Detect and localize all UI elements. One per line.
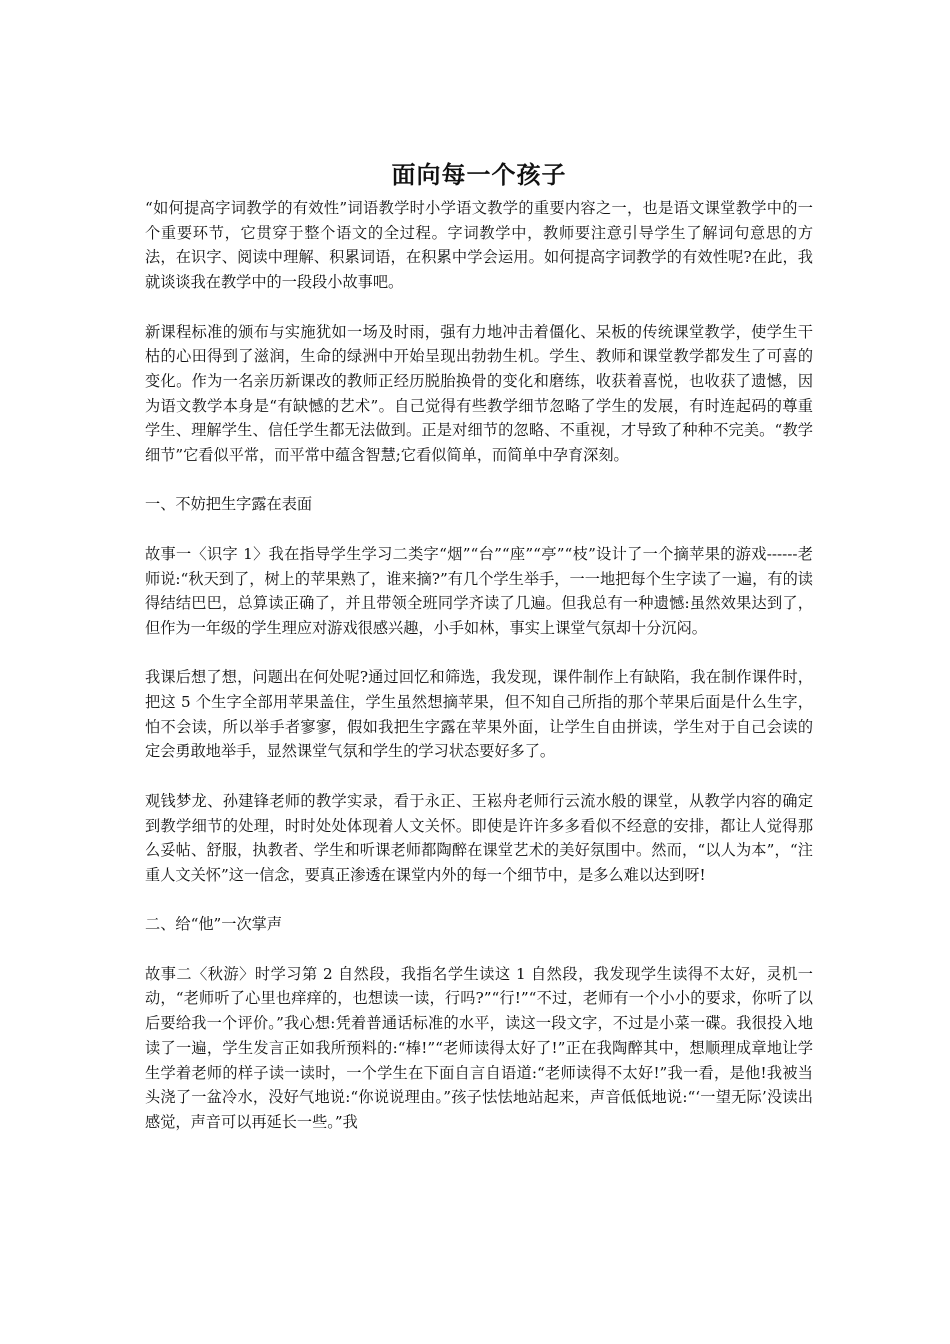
section-heading-2: 二、给“他”一次掌声	[145, 915, 283, 934]
document-page	[145, 156, 813, 1159]
section-heading-1: 一、不妨把生字露在表面	[145, 495, 313, 514]
paragraph-story-1: 故事一〈识字 1〉我在指导学生学习二类字“烟”“台”“座”“亭”“枝”设计了一个摘苹果的游戏------老师说:“秋天到了，树上的苹果熟了，谁来摘?”有几个学生举手，一一地把每个生字读了一遍，有的读得结结巴巴，总算读正确了，并且带领全班同学齐读了几遍。但我总有一种遗憾:虽然效果达到了，但作为一年级的学生理应对游戏很感兴趣，小手如林，事实上课堂气氛却十分沉闷。	[145, 544, 813, 637]
paragraph-intro: “如何提高字词教学的有效性”词语教学时小学语文教学的重要内容之一，也是语文课堂教学中的一个重要环节，它贯穿于整个语文的全过程。字词教学中，教师要注意引导学生了解词句意思的方法，在识字、阅读中理解、积累词语，在积累中学会运用。如何提高字词教学的有效性呢?在此，我就谈谈我在教学中的一段段小故事吧。	[145, 199, 813, 292]
document-title: 面向每一个孩子	[391, 160, 567, 189]
paragraph-curriculum: 新课程标准的颁布与实施犹如一场及时雨，强有力地冲击着僵化、呆板的传统课堂教学，使学生干枯的心田得到了滋润，生命的绿洲中开始呈现出勃勃生机。学生、教师和课堂教学都发生了可喜的变化。作为一名亲历新课改的教师正经历脱胎换骨的变化和磨练，收获着喜悦，也收获了遗憾，因为语文教学本身是“有缺憾的艺术”。自己觉得有些教学细节忽略了学生的发展，有时连起码的尊重学生、理解学生、信任学生都无法做到。正是对细节的忽略、不重视，才导致了种种不完美。“教学细节”它看似平常，而平常中蕴含智慧;它看似简单，而简单中孕育深刻。	[145, 322, 813, 465]
paragraph-reflection-1: 我课后想了想，问题出在何处呢?通过回忆和筛选，我发现，课件制作上有缺陷，我在制作课件时，把这 5 个生字全部用苹果盖住，学生虽然想摘苹果，但不知自己所指的那个苹果后面是什么生字，怕不会读，所以举手者寥寥，假如我把生字露在苹果外面，让学生自由拼读，学生对于自己会读的定会勇敢地举手，显然课堂气氛和学生的学习状态要好多了。	[145, 668, 813, 761]
paragraph-story-2: 故事二〈秋游〉时学习第 2 自然段，我指名学生读这 1 自然段，我发现学生读得不太好，灵机一动，“老师听了心里也痒痒的，也想读一读，行吗?”“行!”“不过，老师有一个小小的要求，你听了以后要给我一个评价。”我心想:凭着普通话标准的水平，读这一段文字，不过是小菜一碟。我很投入地读了一遍，学生发言正如我所预料的:“棒!”“老师读得太好了!”正在我陶醉其中，想顺理成章地让学生学着老师的样子读一读时，一个学生在下面自言自语道:“老师读得不太好!”我一看，是他!我被当头浇了一盆冷水，没好气地说:“你说说理由。”孩子怯怯地站起来，声音低低地说:“‘一望无际’没读出感觉，声音可以再延长一些。”我	[145, 964, 813, 1131]
paragraph-observation: 观钱梦龙、孙建锋老师的教学实录，看于永正、王崧舟老师行云流水般的课堂，从教学内容的确定到教学细节的处理，时时处处体现着人文关怀。即使是许许多多看似不经意的安排，都让人觉得那么妥帖、舒服，执教者、学生和听课老师都陶醉在课堂艺术的美好氛围中。然而，“以人为本”，“注重人文关怀”这一信念，要真正渗透在课堂内外的每一个细节中，是多么难以达到呀!	[145, 791, 813, 884]
